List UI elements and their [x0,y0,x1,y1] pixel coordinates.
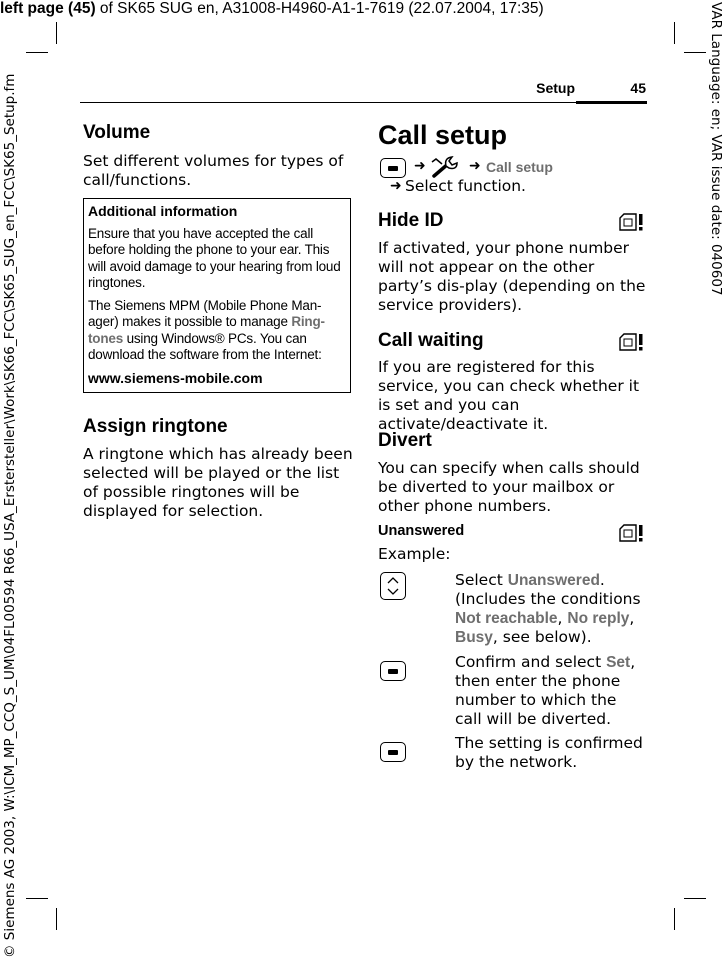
crop-mark [56,22,57,44]
unanswered-term: Unanswered [507,572,600,589]
assign-ringtone-text: A ringtone which has already been selected will be played or the list of possible ringtones will be displayed for selection. [83,445,353,520]
call-waiting-text: If you are registered for this service, you can check whether it is set and you can activate/deactivate it. [378,358,640,433]
path-arrow: ➜ [390,178,402,194]
set-term: Set [606,654,631,671]
crop-mark [56,908,57,930]
no-reply-term: No reply [567,610,630,627]
step-text: , then enter the phone number to which the call will be diverted. [455,653,636,728]
language-info-vertical: VAR Language: en; VAR issue date: 040607 [708,2,724,296]
divert-heading: Divert [378,430,432,451]
info-text: The Siemens MPM (Mobile Phone Man-ager) makes it possible to manage [88,297,322,329]
additional-info-box [83,198,351,393]
softkey-icon [380,661,406,681]
separator: , [557,609,568,627]
header-section-title: Setup [536,80,575,96]
info-text: using Windows® PCs. You can download the software from the Internet: [88,330,322,362]
busy-term: Busy [455,629,493,646]
softkey-icon [380,742,406,762]
unanswered-heading: Unanswered [378,523,465,539]
header-rule-thick [576,101,647,104]
file-info-page: left page (45) [0,0,96,17]
website-url[interactable]: www.siemens-mobile.com [88,369,263,386]
step-2-text [455,653,645,729]
hide-id-text: If activated, your phone number will not appear on the other party’s dis-play (depending on the service providers). [378,239,646,314]
divert-text: You can specify when calls should be diverted to your mailbox or other phone numbers. [378,459,640,515]
separator: , [629,609,635,627]
volume-text: Set different volumes for types of call/functions. [83,152,344,189]
crop-mark [684,898,706,899]
crop-mark [26,52,48,53]
step-3-text: The setting is confirmed by the network. [455,734,643,771]
example-label: Example: [378,545,451,563]
path-call-setup: Call setup [486,159,553,175]
step-text: , see below). [492,628,592,646]
header-page-number: 45 [630,80,646,96]
not-reachable-term: Not reachable [455,610,558,627]
file-info-details: of SK65 SUG en, A31008-H4960-A1-1-7619 (22.07.2004, 17:35) [95,0,544,17]
crop-mark [674,22,675,44]
info-box-paragraph: Ensure that you have accepted the call before holding the phone to your ear. This will avoid damage to your hearing from loud ringtones. [88,225,341,290]
step-text: Select [455,571,508,589]
call-setup-heading: Call setup [378,120,508,150]
nav-arrows-icon [381,573,405,599]
file-path-vertical: © Siemens AG 2003, W:\ICM_MP_CCQ_S_UM\04FL00594 R66_USA_Erstersteller\Work\SK66_FCC\SK65_SUG_en_FCC\SK65_Setup.fm [2,73,18,958]
softkey-icon [380,158,406,178]
step-text: . (Includes the conditions [455,571,641,608]
call-waiting-heading: Call waiting [378,330,484,351]
header-rule [80,102,576,103]
info-box-title: Additional information [88,203,238,219]
path-arrow: ➜ [414,158,426,174]
step-text: Confirm and select [455,653,607,671]
sim-card-icon [618,213,644,231]
path-select-function: Select function. [405,177,526,195]
volume-heading: Volume [83,122,151,143]
sim-card-icon [618,524,644,542]
hide-id-heading: Hide ID [378,210,444,231]
crop-mark [684,52,706,53]
assign-ringtone-heading: Assign ringtone [83,416,228,437]
step-1-text [455,571,645,647]
ringtones-term: Ring-tones [88,314,325,346]
sim-card-icon [618,333,644,351]
navigation-key-icon [380,572,406,600]
crop-mark [26,898,48,899]
file-info-line [0,0,544,18]
info-box-paragraph [88,298,346,364]
crop-mark [674,908,675,930]
path-arrow: ➜ [469,158,481,174]
